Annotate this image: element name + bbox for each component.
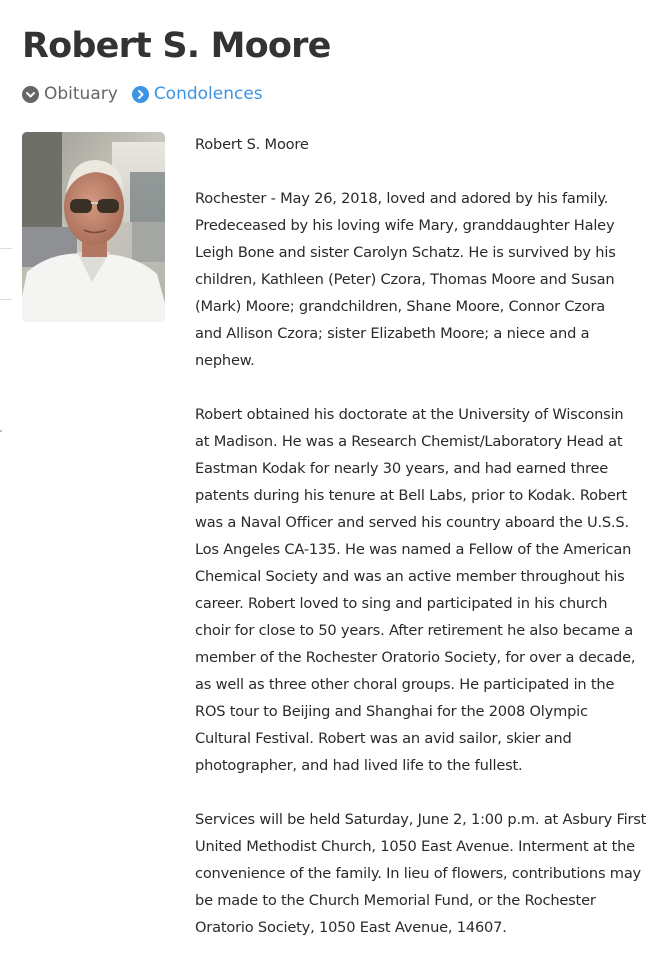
tab-condolences-label: Condolences	[153, 84, 263, 104]
obituary-text-line: Los Angeles CA-135. He was named a Fellow of the American	[195, 541, 632, 558]
obituary-text-line: Leigh Bone and sister Carolyn Schatz. He is survived by his	[195, 244, 616, 261]
tab-obituary-label: Obituary	[44, 84, 118, 104]
obituary-text-line: member of the Rochester Oratorio Society, for over a decade,	[195, 649, 636, 666]
obituary-text-line: be made to the Church Memorial Fund, or the Rochester	[195, 892, 596, 909]
obituary-text-line: at Madison. He was a Research Chemist/Laboratory Head at	[195, 433, 623, 450]
tab-condolences[interactable]	[132, 84, 263, 104]
obituary-paragraph-2	[195, 401, 665, 779]
page-title: Robert S. Moore	[22, 26, 331, 66]
chevron-down-icon	[22, 86, 39, 103]
obituary-text-line: photographer, and had lived life to the fullest.	[195, 757, 523, 774]
obituary-text-line: was a Naval Officer and served his country aboard the U.S.S.	[195, 514, 629, 531]
chevron-right-icon	[132, 86, 149, 103]
obituary-text-line: Predeceased by his loving wife Mary, granddaughter Haley	[195, 217, 615, 234]
obituary-text-line: Eastman Kodak for nearly 30 years, and had earned three	[195, 460, 609, 477]
obituary-text-line: convenience of the family. In lieu of flowers, contributions may	[195, 865, 641, 882]
left-margin-divider	[0, 248, 12, 249]
obituary-paragraph-1	[195, 185, 665, 374]
obituary-text-line: choir for close to 50 years. After retirement he also became a	[195, 622, 633, 639]
obituary-paragraph-3	[195, 806, 665, 941]
obituary-tabs	[22, 84, 277, 104]
obituary-text-line: and Allison Czora; sister Elizabeth Moore; a niece and a	[195, 325, 590, 342]
obituary-text-line: Robert obtained his doctorate at the University of Wisconsin	[195, 406, 624, 423]
left-margin-divider	[0, 299, 12, 300]
obituary-text-line: ROS tour to Beijing and Shanghai for the 2008 Olympic	[195, 703, 588, 720]
obituary-text-line: United Methodist Church, 1050 East Avenue. Interment at the	[195, 838, 635, 855]
obituary-text-line: as well as three other choral groups. He participated in the	[195, 676, 615, 693]
obituary-text-line: (Mark) Moore; grandchildren, Shane Moore, Connor Czora	[195, 298, 606, 315]
left-margin-tick	[0, 430, 2, 432]
obituary-text-line: Rochester - May 26, 2018, loved and adored by his family.	[195, 190, 609, 207]
obituary-photo	[22, 132, 165, 322]
obituary-text-line: nephew.	[195, 352, 255, 369]
obituary-text-line: Services will be held Saturday, June 2, 1:00 p.m. at Asbury First	[195, 811, 647, 828]
obituary-text-line: children, Kathleen (Peter) Czora, Thomas Moore and Susan	[195, 271, 615, 288]
obituary-heading: Robert S. Moore	[195, 136, 309, 153]
obituary-text-line: Oratorio Society, 1050 East Avenue, 14607.	[195, 919, 507, 936]
obituary-text-line: patents during his tenure at Bell Labs, prior to Kodak. Robert	[195, 487, 628, 504]
obituary-text-line: Cultural Festival. Robert was an avid sailor, skier and	[195, 730, 572, 747]
obituary-text-line: Chemical Society and was an active member throughout his	[195, 568, 625, 585]
obituary-text-line: career. Robert loved to sing and participated in his church	[195, 595, 608, 612]
tab-obituary[interactable]	[22, 84, 118, 104]
obituary-text	[195, 131, 665, 968]
